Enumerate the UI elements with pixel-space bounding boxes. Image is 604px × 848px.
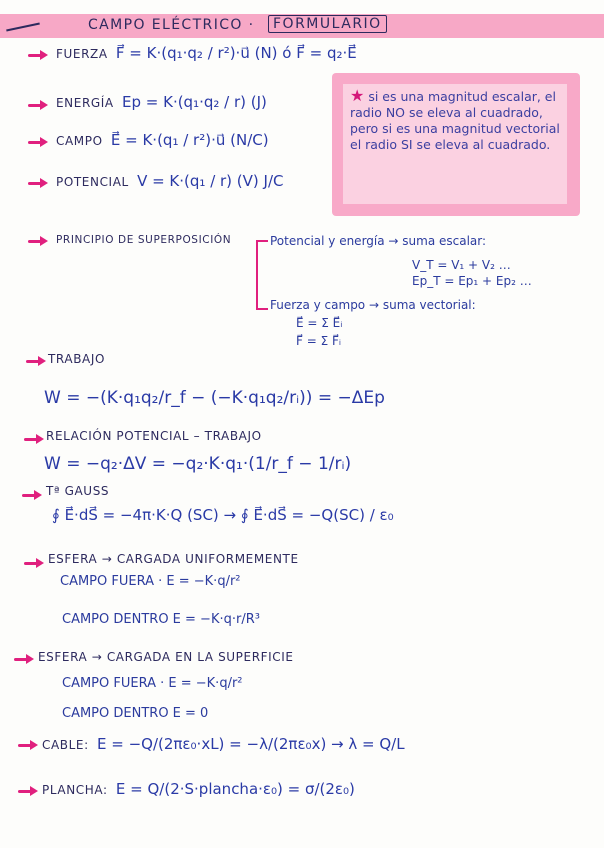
cable-row [42, 735, 405, 753]
bullet-arrow-icon [22, 490, 44, 500]
cable-label: CABLE: [42, 738, 89, 752]
fuerza-formula: F⃗ = K·(q₁·q₂ / r²)·u⃗ (N) ó F⃗ = q₂·E⃗ [115, 44, 357, 62]
esfera-uniforme-label-row: ESFERA → CARGADA UNIFORMEMENTE [48, 552, 299, 566]
superposicion-row [56, 232, 231, 247]
relacion-label-row: RELACIÓN POTENCIAL – TRABAJO [46, 429, 262, 443]
superposicion-ft: F⃗ = Σ F⃗ᵢ [296, 334, 342, 348]
trabajo-label: TRABAJO [48, 352, 106, 366]
fuerza-label: FUERZA [56, 47, 108, 61]
superposicion-vt: V_T = V₁ + V₂ … [412, 258, 511, 272]
esfera-superficie-label-row: ESFERA → CARGADA EN LA SUPERFICIE [38, 650, 294, 664]
bullet-arrow-icon [28, 50, 50, 60]
relacion-formula: W = −q₂·ΔV = −q₂·K·q₁·(1/r_f − 1/rᵢ) [44, 454, 352, 474]
superposicion-branch-2: Fuerza y campo → suma vectorial: [270, 298, 476, 312]
bullet-arrow-icon [28, 100, 50, 110]
esfera-uniforme-dentro: CAMPO DENTRO E = −K·q·r/R³ [62, 612, 260, 627]
plancha-formula: E = Q/(2·S·plancha·ε₀) = σ/(2ε₀) [115, 780, 355, 798]
superposicion-brace [256, 240, 268, 310]
star-icon: ★ [350, 86, 365, 105]
energia-formula: Ep = K·(q₁·q₂ / r) (J) [122, 93, 267, 111]
campo-row [56, 131, 269, 149]
bullet-arrow-icon [28, 137, 50, 147]
page-title: CAMPO ELÉCTRICO · [88, 17, 255, 33]
esfera-superficie-fuera: CAMPO FUERA · E = −K·q/r² [62, 676, 243, 691]
plancha-row [42, 780, 355, 798]
energia-label: ENERGÍA [56, 96, 114, 110]
superposicion-et: E⃗ = Σ E⃗ᵢ [296, 316, 343, 330]
formulario-tag: FORMULARIO [268, 15, 387, 33]
potencial-formula: V = K·(q₁ / r) (V) J/C [137, 172, 284, 190]
esfera-uniforme-fuera: CAMPO FUERA · E = −K·q/r² [60, 574, 241, 589]
potencial-label: POTENCIAL [56, 175, 129, 189]
plancha-label: PLANCHA: [42, 783, 108, 797]
gauss-formula: ∮ E⃗·dS⃗ = −4π·K·Q (SC) → ∮ E⃗·dS⃗ = −Q(SC) / ε₀ [52, 506, 394, 524]
campo-label: CAMPO [56, 134, 103, 148]
bullet-arrow-icon [26, 356, 48, 366]
bullet-arrow-icon [28, 178, 50, 188]
gauss-label-row: Tª GAUSS [46, 484, 110, 498]
trabajo-formula: W = −(K·q₁q₂/r_f − (−K·q₁q₂/rᵢ)) = −ΔEp [44, 388, 385, 408]
bullet-arrow-icon [24, 558, 46, 568]
bullet-arrow-icon [18, 786, 40, 796]
cable-formula: E = −Q/(2πε₀·xL) = −λ/(2πε₀x) → λ = Q/L [97, 735, 405, 753]
fuerza-row [56, 44, 357, 62]
superposicion-label: PRINCIPIO DE SUPERPOSICIÓN [56, 234, 232, 246]
bullet-arrow-icon [24, 434, 46, 444]
esfera-superficie-dentro: CAMPO DENTRO E = 0 [62, 706, 209, 721]
superposicion-ept: Ep_T = Ep₁ + Ep₂ … [412, 274, 532, 288]
bullet-arrow-icon [28, 236, 50, 246]
bullet-arrow-icon [18, 740, 40, 750]
campo-formula: E⃗ = K·(q₁ / r²)·u⃗ (N/C) [110, 131, 269, 149]
note-text-block [350, 88, 572, 153]
potencial-row [56, 172, 283, 190]
superposicion-branch-1: Potencial y energía → suma escalar: [270, 234, 487, 248]
note-text: si es una magnitud escalar, el radio NO se eleva al cuadrado, pero si es una magnitud vectorial el radio SI se eleva al cuadrado. [350, 89, 560, 152]
energia-row [56, 93, 267, 111]
bullet-arrow-icon [14, 654, 36, 664]
